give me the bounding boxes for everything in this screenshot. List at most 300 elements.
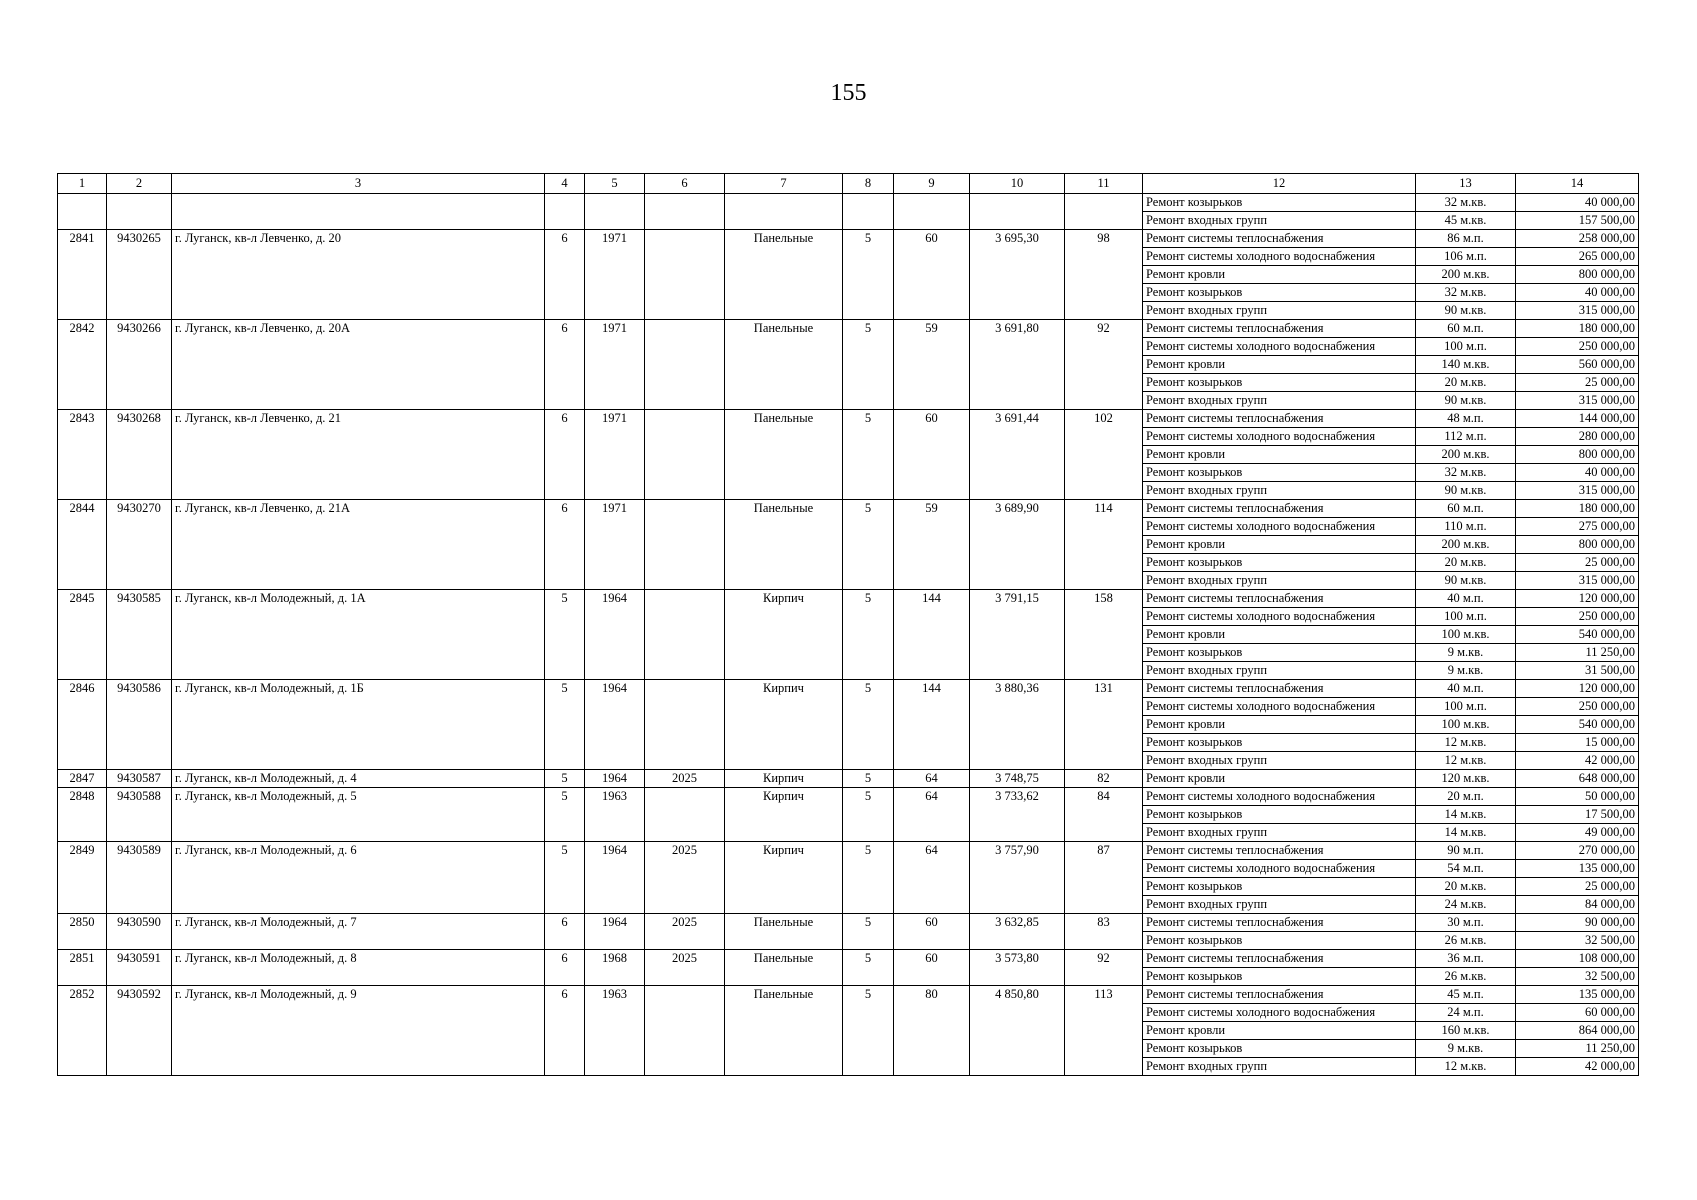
work-cost-cell: 11 250,00 <box>1516 644 1639 662</box>
column-9-cell: 64 <box>894 788 970 842</box>
work-cost-cell: 120 000,00 <box>1516 590 1639 608</box>
column-6-cell: 2025 <box>645 770 725 788</box>
work-cost-cell: 135 000,00 <box>1516 860 1639 878</box>
address-cell: г. Луганск, кв-л Молодежный, д. 8 <box>172 950 545 986</box>
work-cost-cell: 315 000,00 <box>1516 302 1639 320</box>
work-type-cell: Ремонт системы холодного водоснабжения <box>1143 338 1416 356</box>
empty-cell <box>843 194 894 230</box>
column-header: 5 <box>585 174 645 194</box>
column-header: 3 <box>172 174 545 194</box>
work-type-cell: Ремонт козырьков <box>1143 194 1416 212</box>
work-type-cell: Ремонт входных групп <box>1143 392 1416 410</box>
address-cell: г. Луганск, кв-л Молодежный, д. 5 <box>172 788 545 842</box>
work-cost-cell: 32 500,00 <box>1516 968 1639 986</box>
table-row <box>58 914 1639 932</box>
column-4-cell: 6 <box>545 230 585 320</box>
work-type-cell: Ремонт системы теплоснабжения <box>1143 950 1416 968</box>
work-volume-cell: 40 м.п. <box>1416 680 1516 698</box>
area-cell: 3 791,15 <box>970 590 1065 680</box>
work-cost-cell: 11 250,00 <box>1516 1040 1639 1058</box>
house-code-cell: 9430585 <box>107 590 172 680</box>
column-header: 13 <box>1416 174 1516 194</box>
work-volume-cell: 90 м.кв. <box>1416 572 1516 590</box>
work-type-cell: Ремонт входных групп <box>1143 896 1416 914</box>
column-8-cell: 5 <box>843 590 894 680</box>
work-type-cell: Ремонт кровли <box>1143 770 1416 788</box>
work-volume-cell: 24 м.кв. <box>1416 896 1516 914</box>
area-cell: 3 733,62 <box>970 788 1065 842</box>
work-volume-cell: 60 м.п. <box>1416 320 1516 338</box>
work-volume-cell: 100 м.п. <box>1416 338 1516 356</box>
wall-material-cell: Панельные <box>725 986 843 1076</box>
work-type-cell: Ремонт входных групп <box>1143 572 1416 590</box>
work-volume-cell: 26 м.кв. <box>1416 968 1516 986</box>
column-8-cell: 5 <box>843 500 894 590</box>
address-cell: г. Луганск, кв-л Левченко, д. 21А <box>172 500 545 590</box>
work-type-cell: Ремонт кровли <box>1143 356 1416 374</box>
column-9-cell: 60 <box>894 410 970 500</box>
column-8-cell: 5 <box>843 320 894 410</box>
work-type-cell: Ремонт системы теплоснабжения <box>1143 410 1416 428</box>
column-11-cell: 83 <box>1065 914 1143 950</box>
column-8-cell: 5 <box>843 410 894 500</box>
column-9-cell: 64 <box>894 770 970 788</box>
work-volume-cell: 100 м.кв. <box>1416 626 1516 644</box>
address-cell: г. Луганск, кв-л Левченко, д. 20А <box>172 320 545 410</box>
table-row <box>58 410 1639 428</box>
work-type-cell: Ремонт входных групп <box>1143 482 1416 500</box>
wall-material-cell: Кирпич <box>725 788 843 842</box>
work-cost-cell: 258 000,00 <box>1516 230 1639 248</box>
address-cell: г. Луганск, кв-л Молодежный, д. 1А <box>172 590 545 680</box>
work-type-cell: Ремонт кровли <box>1143 446 1416 464</box>
work-volume-cell: 9 м.кв. <box>1416 662 1516 680</box>
row-number-cell: 2849 <box>58 842 107 914</box>
work-cost-cell: 800 000,00 <box>1516 266 1639 284</box>
work-cost-cell: 270 000,00 <box>1516 842 1639 860</box>
work-volume-cell: 100 м.п. <box>1416 608 1516 626</box>
work-cost-cell: 108 000,00 <box>1516 950 1639 968</box>
work-volume-cell: 112 м.п. <box>1416 428 1516 446</box>
row-number-cell: 2847 <box>58 770 107 788</box>
year-built-cell: 1963 <box>585 986 645 1076</box>
work-cost-cell: 315 000,00 <box>1516 392 1639 410</box>
wall-material-cell: Кирпич <box>725 680 843 770</box>
column-4-cell: 6 <box>545 950 585 986</box>
work-volume-cell: 40 м.п. <box>1416 590 1516 608</box>
repair-program-table <box>57 173 1639 1076</box>
area-cell: 3 748,75 <box>970 770 1065 788</box>
work-volume-cell: 20 м.кв. <box>1416 374 1516 392</box>
address-cell: г. Луганск, кв-л Молодежный, д. 7 <box>172 914 545 950</box>
empty-cell <box>970 194 1065 230</box>
column-4-cell: 6 <box>545 914 585 950</box>
work-volume-cell: 100 м.кв. <box>1416 716 1516 734</box>
work-type-cell: Ремонт системы теплоснабжения <box>1143 230 1416 248</box>
work-cost-cell: 25 000,00 <box>1516 374 1639 392</box>
house-code-cell: 9430265 <box>107 230 172 320</box>
work-cost-cell: 180 000,00 <box>1516 500 1639 518</box>
area-cell: 3 880,36 <box>970 680 1065 770</box>
column-4-cell: 6 <box>545 500 585 590</box>
house-code-cell: 9430587 <box>107 770 172 788</box>
empty-cell <box>172 194 545 230</box>
work-volume-cell: 48 м.п. <box>1416 410 1516 428</box>
column-6-cell <box>645 788 725 842</box>
work-cost-cell: 144 000,00 <box>1516 410 1639 428</box>
work-type-cell: Ремонт козырьков <box>1143 374 1416 392</box>
work-cost-cell: 42 000,00 <box>1516 752 1639 770</box>
row-number-cell: 2848 <box>58 788 107 842</box>
empty-cell <box>725 194 843 230</box>
work-cost-cell: 648 000,00 <box>1516 770 1639 788</box>
wall-material-cell: Панельные <box>725 500 843 590</box>
table-row <box>58 590 1639 608</box>
empty-cell <box>107 194 172 230</box>
column-6-cell <box>645 680 725 770</box>
column-6-cell: 2025 <box>645 914 725 950</box>
work-volume-cell: 36 м.п. <box>1416 950 1516 968</box>
column-4-cell: 6 <box>545 320 585 410</box>
column-4-cell: 5 <box>545 788 585 842</box>
work-volume-cell: 14 м.кв. <box>1416 824 1516 842</box>
work-cost-cell: 40 000,00 <box>1516 464 1639 482</box>
work-type-cell: Ремонт системы холодного водоснабжения <box>1143 248 1416 266</box>
wall-material-cell: Панельные <box>725 914 843 950</box>
row-number-cell: 2844 <box>58 500 107 590</box>
table-row <box>58 680 1639 698</box>
year-built-cell: 1971 <box>585 230 645 320</box>
column-11-cell: 92 <box>1065 950 1143 986</box>
column-header: 10 <box>970 174 1065 194</box>
area-cell: 3 689,90 <box>970 500 1065 590</box>
column-4-cell: 5 <box>545 590 585 680</box>
wall-material-cell: Панельные <box>725 320 843 410</box>
work-cost-cell: 540 000,00 <box>1516 716 1639 734</box>
column-header: 1 <box>58 174 107 194</box>
work-cost-cell: 40 000,00 <box>1516 284 1639 302</box>
address-cell: г. Луганск, кв-л Молодежный, д. 6 <box>172 842 545 914</box>
column-6-cell <box>645 986 725 1076</box>
address-cell: г. Луганск, кв-л Левченко, д. 20 <box>172 230 545 320</box>
work-type-cell: Ремонт козырьков <box>1143 968 1416 986</box>
work-type-cell: Ремонт системы холодного водоснабжения <box>1143 698 1416 716</box>
house-code-cell: 9430589 <box>107 842 172 914</box>
column-6-cell <box>645 410 725 500</box>
work-cost-cell: 60 000,00 <box>1516 1004 1639 1022</box>
work-cost-cell: 864 000,00 <box>1516 1022 1639 1040</box>
work-type-cell: Ремонт системы холодного водоснабжения <box>1143 788 1416 806</box>
house-code-cell: 9430590 <box>107 914 172 950</box>
address-cell: г. Луганск, кв-л Молодежный, д. 4 <box>172 770 545 788</box>
empty-cell <box>585 194 645 230</box>
column-11-cell: 92 <box>1065 320 1143 410</box>
work-cost-cell: 315 000,00 <box>1516 572 1639 590</box>
year-built-cell: 1968 <box>585 950 645 986</box>
work-type-cell: Ремонт системы холодного водоснабжения <box>1143 518 1416 536</box>
column-9-cell: 59 <box>894 500 970 590</box>
area-cell: 3 573,80 <box>970 950 1065 986</box>
column-9-cell: 80 <box>894 986 970 1076</box>
work-cost-cell: 31 500,00 <box>1516 662 1639 680</box>
work-cost-cell: 84 000,00 <box>1516 896 1639 914</box>
empty-cell <box>545 194 585 230</box>
area-cell: 3 632,85 <box>970 914 1065 950</box>
column-11-cell: 98 <box>1065 230 1143 320</box>
work-type-cell: Ремонт входных групп <box>1143 212 1416 230</box>
work-type-cell: Ремонт системы холодного водоснабжения <box>1143 1004 1416 1022</box>
column-header: 6 <box>645 174 725 194</box>
work-cost-cell: 800 000,00 <box>1516 536 1639 554</box>
work-type-cell: Ремонт кровли <box>1143 626 1416 644</box>
column-8-cell: 5 <box>843 680 894 770</box>
work-volume-cell: 30 м.п. <box>1416 914 1516 932</box>
work-volume-cell: 100 м.п. <box>1416 698 1516 716</box>
year-built-cell: 1964 <box>585 914 645 950</box>
work-type-cell: Ремонт системы теплоснабжения <box>1143 986 1416 1004</box>
column-header: 4 <box>545 174 585 194</box>
column-8-cell: 5 <box>843 230 894 320</box>
table-row <box>58 320 1639 338</box>
work-type-cell: Ремонт козырьков <box>1143 554 1416 572</box>
page-number: 155 <box>830 80 867 106</box>
work-type-cell: Ремонт системы холодного водоснабжения <box>1143 608 1416 626</box>
column-4-cell: 5 <box>545 842 585 914</box>
row-number-cell: 2850 <box>58 914 107 950</box>
work-cost-cell: 265 000,00 <box>1516 248 1639 266</box>
work-volume-cell: 60 м.п. <box>1416 500 1516 518</box>
work-volume-cell: 90 м.кв. <box>1416 392 1516 410</box>
work-volume-cell: 14 м.кв. <box>1416 806 1516 824</box>
work-type-cell: Ремонт козырьков <box>1143 734 1416 752</box>
column-header: 8 <box>843 174 894 194</box>
area-cell: 3 757,90 <box>970 842 1065 914</box>
column-11-cell: 84 <box>1065 788 1143 842</box>
work-volume-cell: 24 м.п. <box>1416 1004 1516 1022</box>
area-cell: 3 691,44 <box>970 410 1065 500</box>
year-built-cell: 1971 <box>585 410 645 500</box>
column-8-cell: 5 <box>843 986 894 1076</box>
work-volume-cell: 45 м.кв. <box>1416 212 1516 230</box>
work-type-cell: Ремонт системы теплоснабжения <box>1143 590 1416 608</box>
work-cost-cell: 25 000,00 <box>1516 554 1639 572</box>
work-volume-cell: 26 м.кв. <box>1416 932 1516 950</box>
work-cost-cell: 250 000,00 <box>1516 698 1639 716</box>
work-volume-cell: 110 м.п. <box>1416 518 1516 536</box>
work-type-cell: Ремонт системы холодного водоснабжения <box>1143 428 1416 446</box>
work-cost-cell: 50 000,00 <box>1516 788 1639 806</box>
empty-cell <box>645 194 725 230</box>
table-row <box>58 500 1639 518</box>
work-cost-cell: 49 000,00 <box>1516 824 1639 842</box>
work-cost-cell: 15 000,00 <box>1516 734 1639 752</box>
work-type-cell: Ремонт системы теплоснабжения <box>1143 320 1416 338</box>
column-6-cell: 2025 <box>645 842 725 914</box>
year-built-cell: 1964 <box>585 680 645 770</box>
row-number-cell: 2843 <box>58 410 107 500</box>
work-volume-cell: 32 м.кв. <box>1416 464 1516 482</box>
wall-material-cell: Кирпич <box>725 590 843 680</box>
work-volume-cell: 86 м.п. <box>1416 230 1516 248</box>
work-type-cell: Ремонт входных групп <box>1143 1058 1416 1076</box>
work-type-cell: Ремонт входных групп <box>1143 824 1416 842</box>
column-9-cell: 144 <box>894 680 970 770</box>
work-volume-cell: 32 м.кв. <box>1416 194 1516 212</box>
column-header: 12 <box>1143 174 1416 194</box>
column-header: 7 <box>725 174 843 194</box>
house-code-cell: 9430592 <box>107 986 172 1076</box>
column-8-cell: 5 <box>843 788 894 842</box>
year-built-cell: 1964 <box>585 590 645 680</box>
work-volume-cell: 120 м.кв. <box>1416 770 1516 788</box>
work-type-cell: Ремонт козырьков <box>1143 644 1416 662</box>
year-built-cell: 1971 <box>585 500 645 590</box>
table-row <box>58 842 1639 860</box>
table-row <box>58 230 1639 248</box>
work-type-cell: Ремонт входных групп <box>1143 752 1416 770</box>
work-cost-cell: 250 000,00 <box>1516 338 1639 356</box>
work-cost-cell: 315 000,00 <box>1516 482 1639 500</box>
row-number-cell: 2846 <box>58 680 107 770</box>
work-volume-cell: 20 м.п. <box>1416 788 1516 806</box>
work-volume-cell: 106 м.п. <box>1416 248 1516 266</box>
column-8-cell: 5 <box>843 914 894 950</box>
work-cost-cell: 275 000,00 <box>1516 518 1639 536</box>
work-cost-cell: 120 000,00 <box>1516 680 1639 698</box>
work-type-cell: Ремонт системы холодного водоснабжения <box>1143 860 1416 878</box>
address-cell: г. Луганск, кв-л Молодежный, д. 1Б <box>172 680 545 770</box>
area-cell: 3 695,30 <box>970 230 1065 320</box>
work-cost-cell: 32 500,00 <box>1516 932 1639 950</box>
column-9-cell: 64 <box>894 842 970 914</box>
work-cost-cell: 800 000,00 <box>1516 446 1639 464</box>
work-volume-cell: 20 м.кв. <box>1416 878 1516 896</box>
work-type-cell: Ремонт системы теплоснабжения <box>1143 680 1416 698</box>
work-volume-cell: 20 м.кв. <box>1416 554 1516 572</box>
work-type-cell: Ремонт козырьков <box>1143 932 1416 950</box>
column-4-cell: 6 <box>545 986 585 1076</box>
column-header: 11 <box>1065 174 1143 194</box>
table-row <box>58 950 1639 968</box>
column-8-cell: 5 <box>843 950 894 986</box>
address-cell: г. Луганск, кв-л Молодежный, д. 9 <box>172 986 545 1076</box>
work-cost-cell: 560 000,00 <box>1516 356 1639 374</box>
work-type-cell: Ремонт кровли <box>1143 266 1416 284</box>
work-type-cell: Ремонт системы теплоснабжения <box>1143 914 1416 932</box>
table-body <box>58 174 1639 1076</box>
column-6-cell <box>645 500 725 590</box>
work-volume-cell: 32 м.кв. <box>1416 284 1516 302</box>
address-cell: г. Луганск, кв-л Левченко, д. 21 <box>172 410 545 500</box>
work-volume-cell: 12 м.кв. <box>1416 1058 1516 1076</box>
work-type-cell: Ремонт козырьков <box>1143 806 1416 824</box>
work-volume-cell: 90 м.п. <box>1416 842 1516 860</box>
row-number-cell: 2852 <box>58 986 107 1076</box>
work-type-cell: Ремонт системы теплоснабжения <box>1143 500 1416 518</box>
column-11-cell: 113 <box>1065 986 1143 1076</box>
house-code-cell: 9430266 <box>107 320 172 410</box>
work-cost-cell: 90 000,00 <box>1516 914 1639 932</box>
area-cell: 3 691,80 <box>970 320 1065 410</box>
column-header-row <box>58 174 1639 194</box>
row-number-cell: 2851 <box>58 950 107 986</box>
work-cost-cell: 180 000,00 <box>1516 320 1639 338</box>
work-volume-cell: 90 м.кв. <box>1416 302 1516 320</box>
column-11-cell: 82 <box>1065 770 1143 788</box>
work-volume-cell: 9 м.кв. <box>1416 644 1516 662</box>
column-9-cell: 60 <box>894 950 970 986</box>
column-4-cell: 6 <box>545 410 585 500</box>
work-cost-cell: 17 500,00 <box>1516 806 1639 824</box>
wall-material-cell: Панельные <box>725 410 843 500</box>
work-type-cell: Ремонт козырьков <box>1143 878 1416 896</box>
row-number-cell: 2841 <box>58 230 107 320</box>
work-cost-cell: 42 000,00 <box>1516 1058 1639 1076</box>
column-header: 14 <box>1516 174 1639 194</box>
work-volume-cell: 200 м.кв. <box>1416 536 1516 554</box>
work-type-cell: Ремонт козырьков <box>1143 464 1416 482</box>
work-volume-cell: 90 м.кв. <box>1416 482 1516 500</box>
house-code-cell: 9430268 <box>107 410 172 500</box>
wall-material-cell: Панельные <box>725 950 843 986</box>
wall-material-cell: Кирпич <box>725 842 843 914</box>
work-volume-cell: 54 м.п. <box>1416 860 1516 878</box>
column-4-cell: 5 <box>545 680 585 770</box>
work-type-cell: Ремонт кровли <box>1143 536 1416 554</box>
work-type-cell: Ремонт козырьков <box>1143 1040 1416 1058</box>
column-6-cell <box>645 230 725 320</box>
work-type-cell: Ремонт козырьков <box>1143 284 1416 302</box>
work-volume-cell: 200 м.кв. <box>1416 266 1516 284</box>
wall-material-cell: Кирпич <box>725 770 843 788</box>
work-cost-cell: 25 000,00 <box>1516 878 1639 896</box>
work-type-cell: Ремонт кровли <box>1143 1022 1416 1040</box>
column-9-cell: 144 <box>894 590 970 680</box>
house-code-cell: 9430588 <box>107 788 172 842</box>
column-11-cell: 158 <box>1065 590 1143 680</box>
house-code-cell: 9430270 <box>107 500 172 590</box>
work-type-cell: Ремонт системы теплоснабжения <box>1143 842 1416 860</box>
work-volume-cell: 200 м.кв. <box>1416 446 1516 464</box>
wall-material-cell: Панельные <box>725 230 843 320</box>
column-9-cell: 60 <box>894 230 970 320</box>
house-code-cell: 9430586 <box>107 680 172 770</box>
work-volume-cell: 140 м.кв. <box>1416 356 1516 374</box>
work-cost-cell: 157 500,00 <box>1516 212 1639 230</box>
year-built-cell: 1963 <box>585 788 645 842</box>
work-cost-cell: 250 000,00 <box>1516 608 1639 626</box>
column-6-cell <box>645 320 725 410</box>
table-row <box>58 194 1639 212</box>
column-header: 2 <box>107 174 172 194</box>
row-number-cell: 2842 <box>58 320 107 410</box>
column-11-cell: 102 <box>1065 410 1143 500</box>
empty-cell <box>1065 194 1143 230</box>
work-type-cell: Ремонт входных групп <box>1143 662 1416 680</box>
year-built-cell: 1964 <box>585 770 645 788</box>
year-built-cell: 1971 <box>585 320 645 410</box>
column-8-cell: 5 <box>843 842 894 914</box>
table-row <box>58 770 1639 788</box>
year-built-cell: 1964 <box>585 842 645 914</box>
column-4-cell: 5 <box>545 770 585 788</box>
table-row <box>58 986 1639 1004</box>
column-9-cell: 59 <box>894 320 970 410</box>
work-volume-cell: 160 м.кв. <box>1416 1022 1516 1040</box>
work-type-cell: Ремонт кровли <box>1143 716 1416 734</box>
work-volume-cell: 12 м.кв. <box>1416 752 1516 770</box>
table-row <box>58 788 1639 806</box>
